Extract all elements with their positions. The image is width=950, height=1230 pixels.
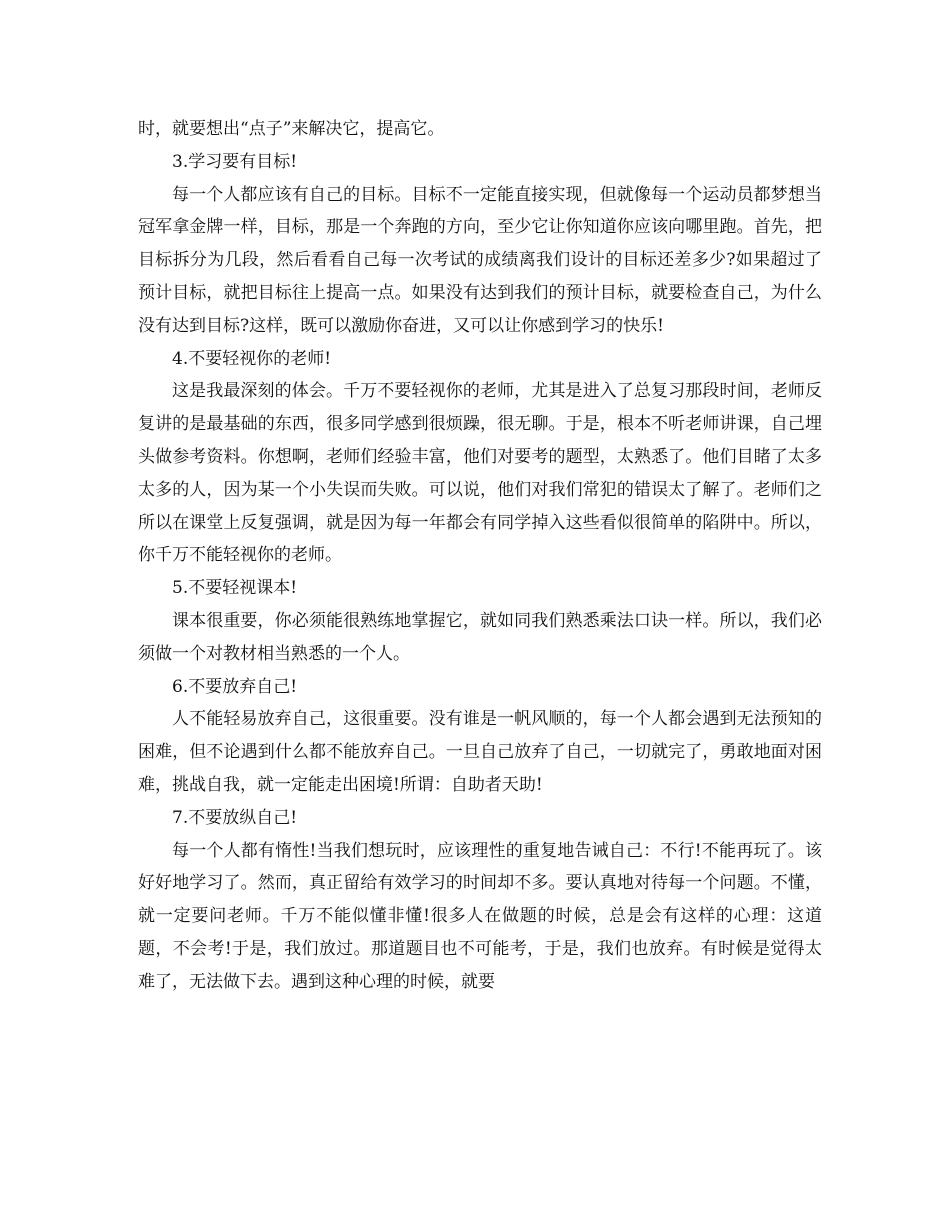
paragraph-goals: 每一个人都应该有自己的目标。目标不一定能直接实现，但就像每一个运动员都梦想当冠军拿金牌一样，目标，那是一个奔跑的方向，至少它让你知道你应该向哪里跑。首先，把目标拆分为几段，然后看看自己每一次考试的成绩离我们设计的目标还差多少?如果超过了预计目标，就把目标往上提高一点。如果没有达到我们的预计目标，就要检查自己，为什么没有达到目标?这样，既可以激励你奋进，又可以让你感到学习的快乐! (138, 184, 822, 336)
section-heading-4: 4.不要轻视你的老师! (172, 348, 332, 369)
section-heading-5: 5.不要轻视课本! (172, 578, 298, 599)
paragraph-teachers: 这是我最深刻的体会。千万不要轻视你的老师，尤其是进入了总复习那段时间，老师反复讲的是最基础的东西，很多同学感到很烦躁，很无聊。于是，根本不听老师讲课，自己埋头做参考资料。你想啊，老师们经验丰富，他们对要考的题型，太熟悉了。他们目睹了太多太多的人，因为某一个小失误而失败。可以说，他们对我们常犯的错误太了解了。老师们之所以在课堂上反复强调，就是因为每一年都会有同学掉入这些看似很简单的陷阱中。所以，你千万不能轻视你的老师。 (138, 381, 822, 566)
paragraph-continuation: 时，就要想出“点子”来解决它，提高它。 (138, 119, 445, 139)
paragraph-textbook: 课本很重要，你必须能很熟练地掌握它，就如同我们熟悉乘法口诀一样。所以，我们必须做一个对教材相当熟悉的一个人。 (138, 610, 822, 664)
section-heading-3: 3.学习要有目标! (172, 151, 298, 172)
document-body (138, 113, 822, 999)
section-heading-6: 6.不要放弃自己! (172, 676, 298, 697)
paragraph-never-give-up: 人不能轻易放弃自己，这很重要。没有谁是一帆风顺的，每一个人都会遇到无法预知的困难，但不论遇到什么都不能放弃自己。一旦自己放弃了自己，一切就完了，勇敢地面对困难，挑战自我，就一定能走出困境!所谓：自助者天助! (138, 709, 822, 795)
section-heading-7: 7.不要放纵自己! (172, 807, 298, 828)
paragraph-self-discipline: 每一个人都有惰性!当我们想玩时，应该理性的重复地告诫自己：不行!不能再玩了。该好好地学习了。然而，真正留给有效学习的时间却不多。要认真地对待每一个问题。不懂，就一定要问老师。千万不能似懂非懂!很多人在做题的时候，总是会有这样的心理：这道题，不会考!于是，我们放过。那道题目也不可能考，于是，我们也放弃。有时候是觉得太难了，无法做下去。遇到这种心理的时候，就要 (138, 840, 822, 992)
